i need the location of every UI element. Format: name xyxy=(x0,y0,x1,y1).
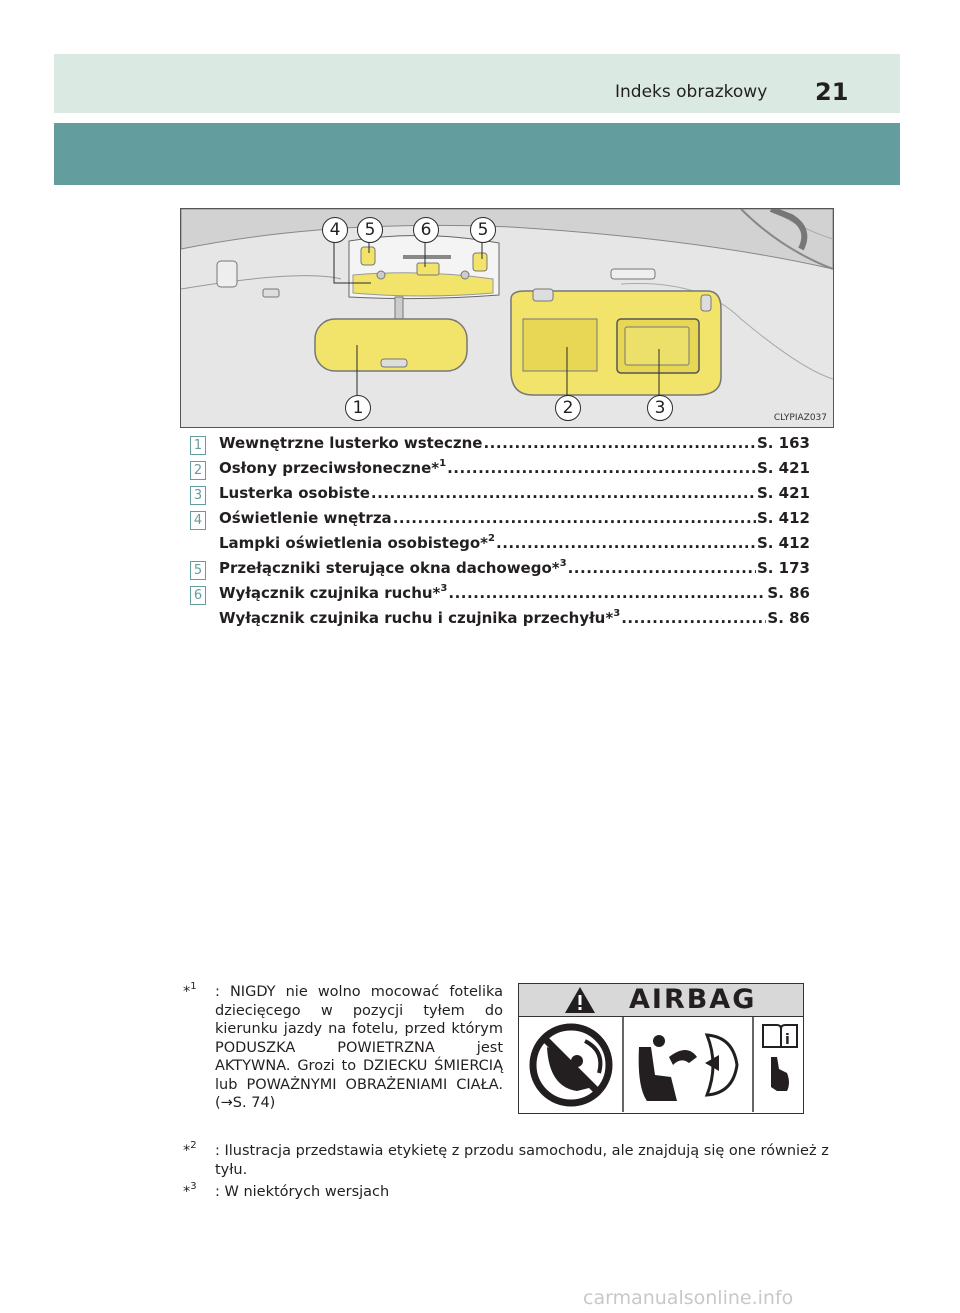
legend-label-text: Osłony przeciwsłoneczne* xyxy=(219,459,440,477)
header-band xyxy=(54,123,900,185)
legend-row xyxy=(219,484,810,502)
legend-row xyxy=(219,534,810,552)
page-reference-link[interactable]: S. 86 xyxy=(767,584,810,602)
footnote-2 xyxy=(183,1142,833,1180)
manual-info-icon xyxy=(763,1025,797,1091)
callout-6: 6 xyxy=(413,217,439,243)
legend-number-badge: 5 xyxy=(190,561,206,580)
warning-triangle-icon xyxy=(563,985,597,1015)
airbag-label-header xyxy=(519,984,803,1017)
svg-text:i: i xyxy=(785,1032,790,1048)
legend-number-badge: 2 xyxy=(190,461,206,480)
legend-label xyxy=(219,484,370,502)
legend-row xyxy=(219,434,810,452)
legend-label-text: Przełączniki sterujące okna dachowego* xyxy=(219,559,560,577)
legend-list xyxy=(190,432,810,632)
footnote-3 xyxy=(183,1183,833,1202)
no-rear-facing-seat-icon xyxy=(533,1027,609,1103)
legend-label-text: Wewnętrzne lusterko wsteczne xyxy=(219,434,483,452)
interior-ceiling-illustration xyxy=(180,208,834,428)
legend-label-text: Oświetlenie wnętrza xyxy=(219,509,392,527)
callout-5: 5 xyxy=(357,217,383,243)
footnote-text: : NIGDY nie wolno mocować fotelika dziecięcego w pozycji tyłem do kierunku jazdy na fotelu, przed którym PODUSZKA POWIETRZNA jest AKTYWNA. Grozi to DZIECKU ŚMIERCIĄ lub POWAŻNYMI OBRAŻENIAMI CIAŁA. (→S. 74) xyxy=(215,984,503,1111)
legend-entry xyxy=(190,582,810,606)
legend-entry xyxy=(190,482,810,506)
page-reference-link[interactable]: S. 421 xyxy=(756,459,810,477)
legend-label-text: Wyłącznik czujnika ruchu i czujnika przechyłu* xyxy=(219,609,614,627)
leader-dots xyxy=(447,459,756,477)
page-number: 21 xyxy=(815,78,849,106)
legend-label xyxy=(219,509,392,527)
callout-3: 3 xyxy=(647,395,673,421)
footnote-mark: *$^2$ xyxy=(183,1140,197,1159)
footnote-ref: 2 xyxy=(488,533,495,544)
page-reference-link[interactable]: S. 163 xyxy=(756,434,810,452)
legend-label-text: Lusterka osobiste xyxy=(219,484,370,502)
page-reference-link[interactable]: S. 173 xyxy=(756,559,810,577)
footnote-ref: 1 xyxy=(439,458,447,469)
legend-number-badge: 6 xyxy=(190,586,206,605)
legend-row xyxy=(219,584,810,602)
page-reference-link[interactable]: S. 412 xyxy=(756,509,810,527)
footnote-mark: *$^3$ xyxy=(183,1181,197,1200)
footnote-ref: 3 xyxy=(440,583,448,594)
leader-dots xyxy=(483,434,755,452)
leader-dots xyxy=(448,584,766,602)
callout-4: 4 xyxy=(322,217,348,243)
footnote-text: : W niektórych wersjach xyxy=(215,1184,390,1200)
legend-row xyxy=(219,559,810,577)
legend-label xyxy=(219,459,446,477)
airbag-title: AIRBAG xyxy=(629,984,757,1015)
airbag-warning-label xyxy=(518,983,804,1114)
image-code: CLYPIAZ037 xyxy=(773,413,827,423)
legend-entry xyxy=(190,432,810,456)
leader-dots xyxy=(568,559,756,577)
callout-5: 5 xyxy=(470,217,496,243)
page-reference-link[interactable]: S. 412 xyxy=(756,534,810,552)
legend-entry xyxy=(190,457,810,481)
footnote-ref: 3 xyxy=(613,608,621,619)
leader-dots xyxy=(496,534,756,552)
airbag-deploy-icon xyxy=(639,1035,737,1101)
legend-label xyxy=(219,534,495,552)
legend-number-badge: 1 xyxy=(190,436,206,455)
legend-row xyxy=(219,509,810,527)
legend-label-text: Wyłącznik czujnika ruchu* xyxy=(219,584,441,602)
footnote-1 xyxy=(183,983,503,1113)
ceiling-drawing xyxy=(181,209,833,427)
leader-dots xyxy=(621,609,766,627)
section-title: Indeks obrazkowy xyxy=(615,82,768,102)
legend-entry xyxy=(190,607,810,631)
leader-dots xyxy=(371,484,756,502)
legend-label xyxy=(219,559,567,577)
legend-entry xyxy=(190,507,810,531)
legend-row xyxy=(219,459,810,477)
legend-label xyxy=(219,609,620,627)
page-reference-link[interactable]: S. 86 xyxy=(767,609,810,627)
footnote-ref: 3 xyxy=(559,558,567,569)
header-bar xyxy=(54,54,900,113)
leader-dots xyxy=(393,509,756,527)
legend-label-text: Lampki oświetlenia osobistego* xyxy=(219,534,489,552)
legend-entry xyxy=(190,532,810,556)
watermark: carmanualsonline.info xyxy=(583,1287,794,1309)
airbag-pictograms xyxy=(519,1017,803,1112)
legend-row xyxy=(219,609,810,627)
legend-label xyxy=(219,434,482,452)
legend-label xyxy=(219,584,447,602)
legend-number-badge: 4 xyxy=(190,511,206,530)
page-reference-link[interactable]: S. 421 xyxy=(756,484,810,502)
callout-1: 1 xyxy=(345,395,371,421)
footnote-text: : Ilustracja przedstawia etykietę z przodu samochodu, ale znajdują się one również z tyłu. xyxy=(215,1143,829,1178)
legend-number-badge: 3 xyxy=(190,486,206,505)
footnote-mark: *$^1$ xyxy=(183,981,197,1000)
callout-2: 2 xyxy=(555,395,581,421)
legend-entry xyxy=(190,557,810,581)
